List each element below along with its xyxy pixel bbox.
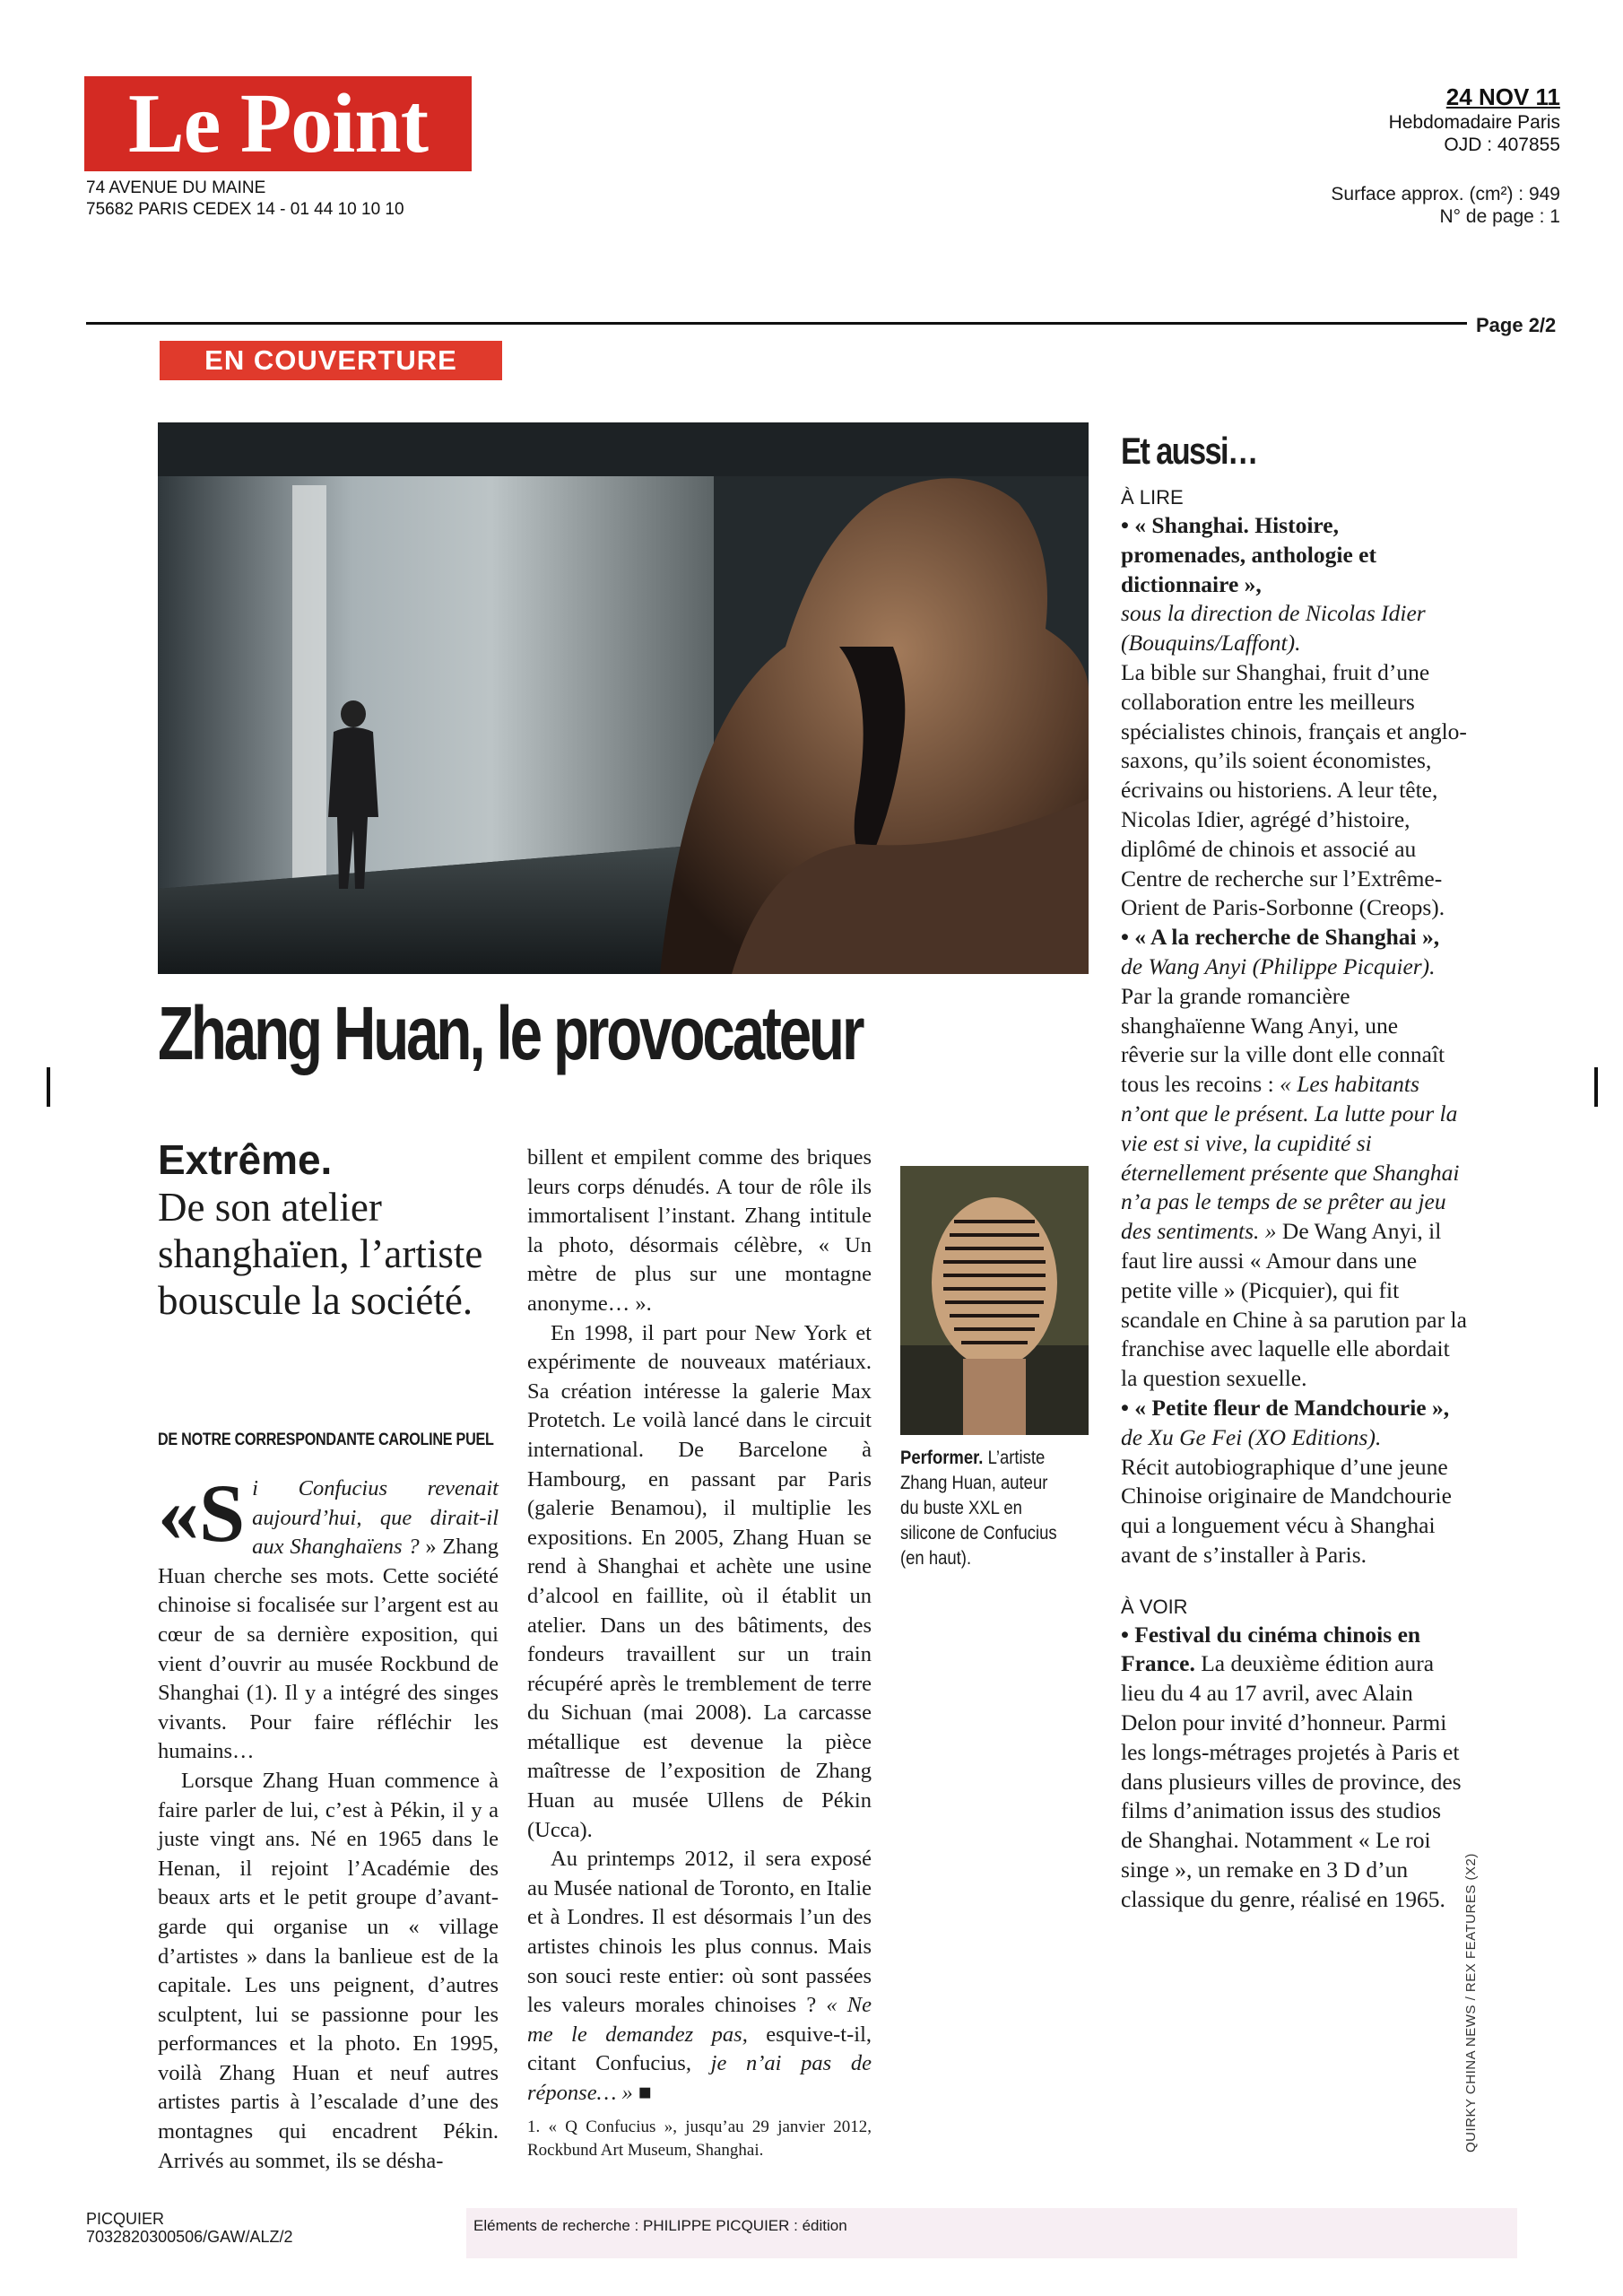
footnote: 1. « Q Confucius », jusqu’au 29 janvier 2012, Rockbund Art Museum, Shanghai. [527,2117,872,2160]
book-credit: de Xu Ge Fei (XO Editions). [1121,1423,1382,1450]
sidebar-et-aussi [1121,429,1467,1915]
article-title: Zhang Huan, le provocateur [158,991,863,1075]
article-column-1 [158,1467,499,2176]
article-kicker: Extrême. [158,1136,333,1183]
footer-reference: PICQUIER 7032820300506/GAW/ALZ/2 [86,2210,293,2246]
confucius-sculpture-photo [158,422,1089,974]
paragraph: billent et empilent comme des briques leurs corps dénudés. A tour de rôle ils immortalisent l’instant. Zhang intitule la photo, désormais célèbre, « Un mètre de plus sur une montagne anonyme… ». [527,1145,872,1316]
drop-quote: «S [158,1467,246,1559]
surface-info: Surface approx. (cm²) : 949 N° de page : 1 [1331,184,1560,227]
performer-photo [900,1166,1089,1435]
book-title: • « Shanghai. Histoire, promenades, anthologie et dictionnaire », [1121,512,1376,597]
paragraph: En 1998, il part pour New York et expérimente de nouveaux matériaux. Sa création intéresse la galerie Max Protetch. Le voilà lancé dans le circuit international. De Barcelone à Hambourg, en passant par Paris (galerie Benamou), il multiplie les expositions. En 2005, Zhang Huan se rend à Shanghai et achète une usine d’alcool en faillite, où il établit un atelier. Dans un des bâtiments, des fondeurs travaillent sur un train récupéré après le tremblement de terre du Sichuan (mai 2008). La carcasse métallique est devenue la pièce maîtresse de l’exposition de Zhang Huan au musée Ullens de Pékin (Ucca). [527,1320,872,1842]
margin-mark [1594,1067,1598,1107]
sidebar-heading: Et aussi… [1121,430,1257,472]
photo-caption: Performer. L’artiste Zhang Huan, auteur du buste XXL en silicone de Confucius (en haut). [900,1448,1057,1569]
issue-info: 24 NOV 11 Hebdomadaire Paris OJD : 407855 [1388,83,1560,155]
header-rule [86,322,1467,325]
paragraph: Lorsque Zhang Huan commence à faire parler de lui, c’est à Pékin, il y a juste vingt ans. Né en 1965 dans le Henan, il rejoint l’Académie des beaux arts et le petit groupe d’avant-garde qui organise un « village d’artistes » dans la banlieue est de la capitale. Les uns peignent, d’autres sculptent, lui se passionne pour les performances et la photo. En 1995, voilà Zhang Huan et neuf autres artistes partis à l’escalade d’une des montagnes qui encadrent Pékin. Arrivés au sommet, ils se désha- [158,1768,499,2173]
byline: DE NOTRE CORRESPONDANTE CAROLINE PUEL [158,1431,494,1449]
section-label-see: À VOIR [1121,1595,1188,1618]
margin-mark [47,1067,50,1107]
article-deck: De son atelier shanghaïen, l’artiste bouscule la société. [158,1185,483,1323]
le-point-logo: Le Point [84,76,472,171]
book-credit: de Wang Anyi (Philippe Picquier). [1121,952,1436,979]
paragraph: Au printemps 2012, il sera exposé au Musée national de Toronto, en Italie et à Londres. Il est désormais l’un des artistes chinois les plus connus. Mais son souci reste entier: où sont passées les valeurs morales chinoises ? « Ne me le demandez pas, esquive-t-il, citant Confucius, je n’ai pas de réponse… » ■ [527,1847,872,2105]
rubric-label: EN COUVERTURE [160,341,502,380]
footer-search-elements: Eléments de recherche : PHILIPPE PICQUIER : édition [473,2217,847,2234]
article-column-2 [527,1144,872,2162]
photo-credit: QUIRKY CHINA NEWS / REX FEATURES (X2) [1463,1853,1479,2152]
book-review: Par la grande romancière shanghaïenne Wang Anyi, une rêverie sur la ville dont elle connaît tous les recoins : « Les habitants n’ont que le présent. La lutte pour la vie est si vive, la cupidité si éternellement présente que Shanghai n’a pas le temps de se prêter au jeu des sentiments. » De Wang Anyi, il faut lire aussi « Amour dans une petite ville » (Picquier), qui fit scandale en Chine à sa parution par la franchise avec laquelle elle abordait la question sexuelle. [1121,982,1467,1392]
paragraph: «Si Confucius revenait aujourd’hui, que dirait-il aux Shanghaïens ? » Zhang Huan cherche ses mots. Cette société chinoise si focalisée sur l’argent est au cœur de sa dernière exposition, qui vient d’ouvrir au musée Rockbund de Shanghai (1). Il y a intégré des singes vivants. Pour faire réfléchir les humains… [158,1467,499,1764]
issue-date: 24 NOV 11 [1445,83,1560,110]
publisher-address: 74 AVENUE DU MAINE 75682 PARIS CEDEX 14 - 01 44 10 10 10 [86,178,404,219]
event-text: • Festival du cinéma chinois en France. La deuxième édition aura lieu du 4 au 17 avril, avec Alain Delon pour invité d’honneur. Parmi les longs-métrages projetés à Paris et dans plusieurs villes de province, des films d’animation issus des studios de Shanghai. Notamment « Le roi singe », un remake en 3 D d’un classique du genre, réalisé en 1965. [1121,1621,1462,1912]
book-title: • « A la recherche de Shanghai », [1121,924,1440,951]
book-credit: sous la direction de Nicolas Idier (Bouquins/Laffont). [1121,600,1426,657]
section-label-read: À LIRE [1121,486,1184,509]
book-review: La bible sur Shanghai, fruit d’une collaboration entre les meilleurs spécialistes chinois, français et anglo-saxons, qu’ils soient économistes, écrivains ou historiens. A leur tête, Nicolas Idier, agrégé d’histoire, diplômé de chinois et associé au Centre de recherche sur l’Extrême-Orient de Paris-Sorbonne (Creops). [1121,658,1467,921]
book-title: • « Petite fleur de Mandchourie », [1121,1394,1450,1421]
book-review: Récit autobiographique d’une jeune Chinoise originaire de Mandchourie qui a longuement vécu à Shanghai avant de s’installer à Paris. [1121,1453,1452,1568]
page-count: Page 2/2 [1476,314,1557,336]
